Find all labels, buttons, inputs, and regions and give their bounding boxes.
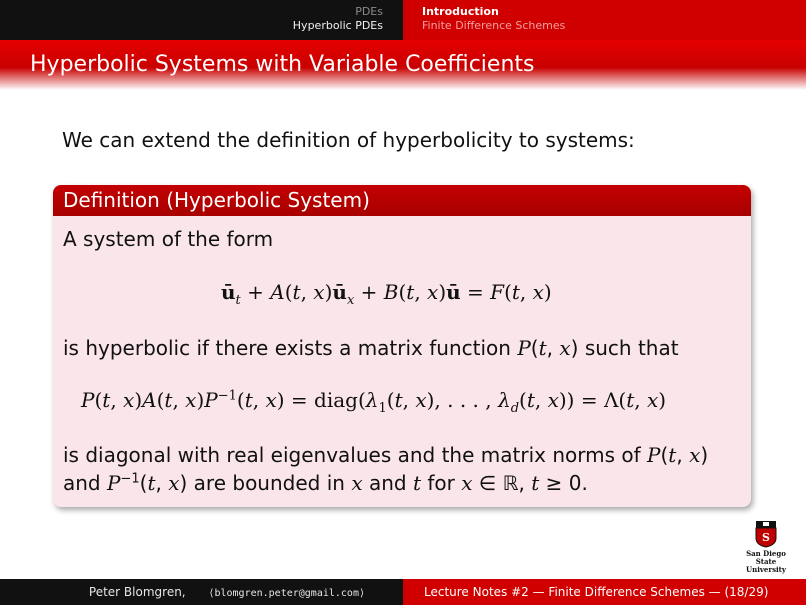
- system-equation: $ū_t + A(t$, $x)ū_x + B(t$, x)ū = F(t, x): [221, 280, 552, 308]
- footer-author-area: [0, 579, 403, 605]
- definition-line-3: is diagonal with real eigenvalues and the matrix norms of P(t, x): [63, 443, 709, 467]
- definition-line-4-b: are bounded in: [193, 471, 345, 495]
- definition-line-1: A system of the form: [63, 227, 274, 251]
- nav-current-group: [403, 0, 806, 40]
- definition-line-2-text: is hyperbolic if there exists a matrix function: [63, 336, 511, 360]
- definition-heading: Definition (Hyperbolic System): [53, 185, 751, 216]
- definition-line-4-a: and: [63, 471, 101, 495]
- svg-text:S: S: [762, 531, 770, 544]
- footer-lecture-area: [403, 579, 806, 605]
- top-navigation: [0, 0, 806, 40]
- university-name-line-1: San Diego State: [746, 549, 786, 566]
- definition-line-2: is hyperbolic if there exists a matrix function P(t, x) such that: [63, 336, 679, 360]
- slide-title: Hyperbolic Systems with Variable Coefficients: [30, 52, 535, 77]
- definition-line-4-c: and: [368, 471, 407, 495]
- definition-line-2-tail: such that: [584, 336, 679, 360]
- university-name: [737, 550, 795, 574]
- definition-line-3-text: is diagonal with real eigenvalues and the matrix norms of: [63, 443, 641, 467]
- definition-line-4-d: for: [427, 471, 455, 495]
- nav-section-introduction[interactable]: Introduction: [422, 5, 499, 18]
- university-name-line-2: University: [746, 565, 786, 574]
- university-logo: [737, 520, 795, 572]
- footer-lecture: Lecture Notes #2 — Finite Difference Schemes — (18/29): [424, 585, 769, 599]
- definition-line-4-e: 0.: [568, 471, 588, 495]
- intro-text: We can extend the definition of hyperbolicity to systems:: [62, 128, 635, 152]
- slide-title-bar: [0, 40, 806, 90]
- definition-block: [53, 185, 751, 507]
- footer-author: Peter Blomgren,: [88, 585, 186, 599]
- nav-section-group: [0, 0, 403, 40]
- definition-line-4: and $P^{-1}(t$, x) are bounded in x and t for x ∈ ℝ, t ≥ 0.: [63, 471, 588, 495]
- footer-email: ⟨blomgren.peter@gmail.com⟩: [208, 588, 365, 599]
- nav-subsection-hyperbolic-pdes[interactable]: Hyperbolic PDEs: [292, 19, 383, 32]
- diagonalization-equation: P(t, x)A(t, $x)P^{-1}(t$, $x) = diag(\lambda_1(t$, x), . . . , $\lambda_d(t$, x)) = Λ(t, x): [81, 388, 667, 416]
- nav-section-pdes[interactable]: PDEs: [355, 5, 383, 18]
- footer: [0, 579, 806, 605]
- university-crest-icon: [754, 520, 778, 548]
- nav-subsection-finite-difference[interactable]: Finite Difference Schemes: [422, 19, 566, 32]
